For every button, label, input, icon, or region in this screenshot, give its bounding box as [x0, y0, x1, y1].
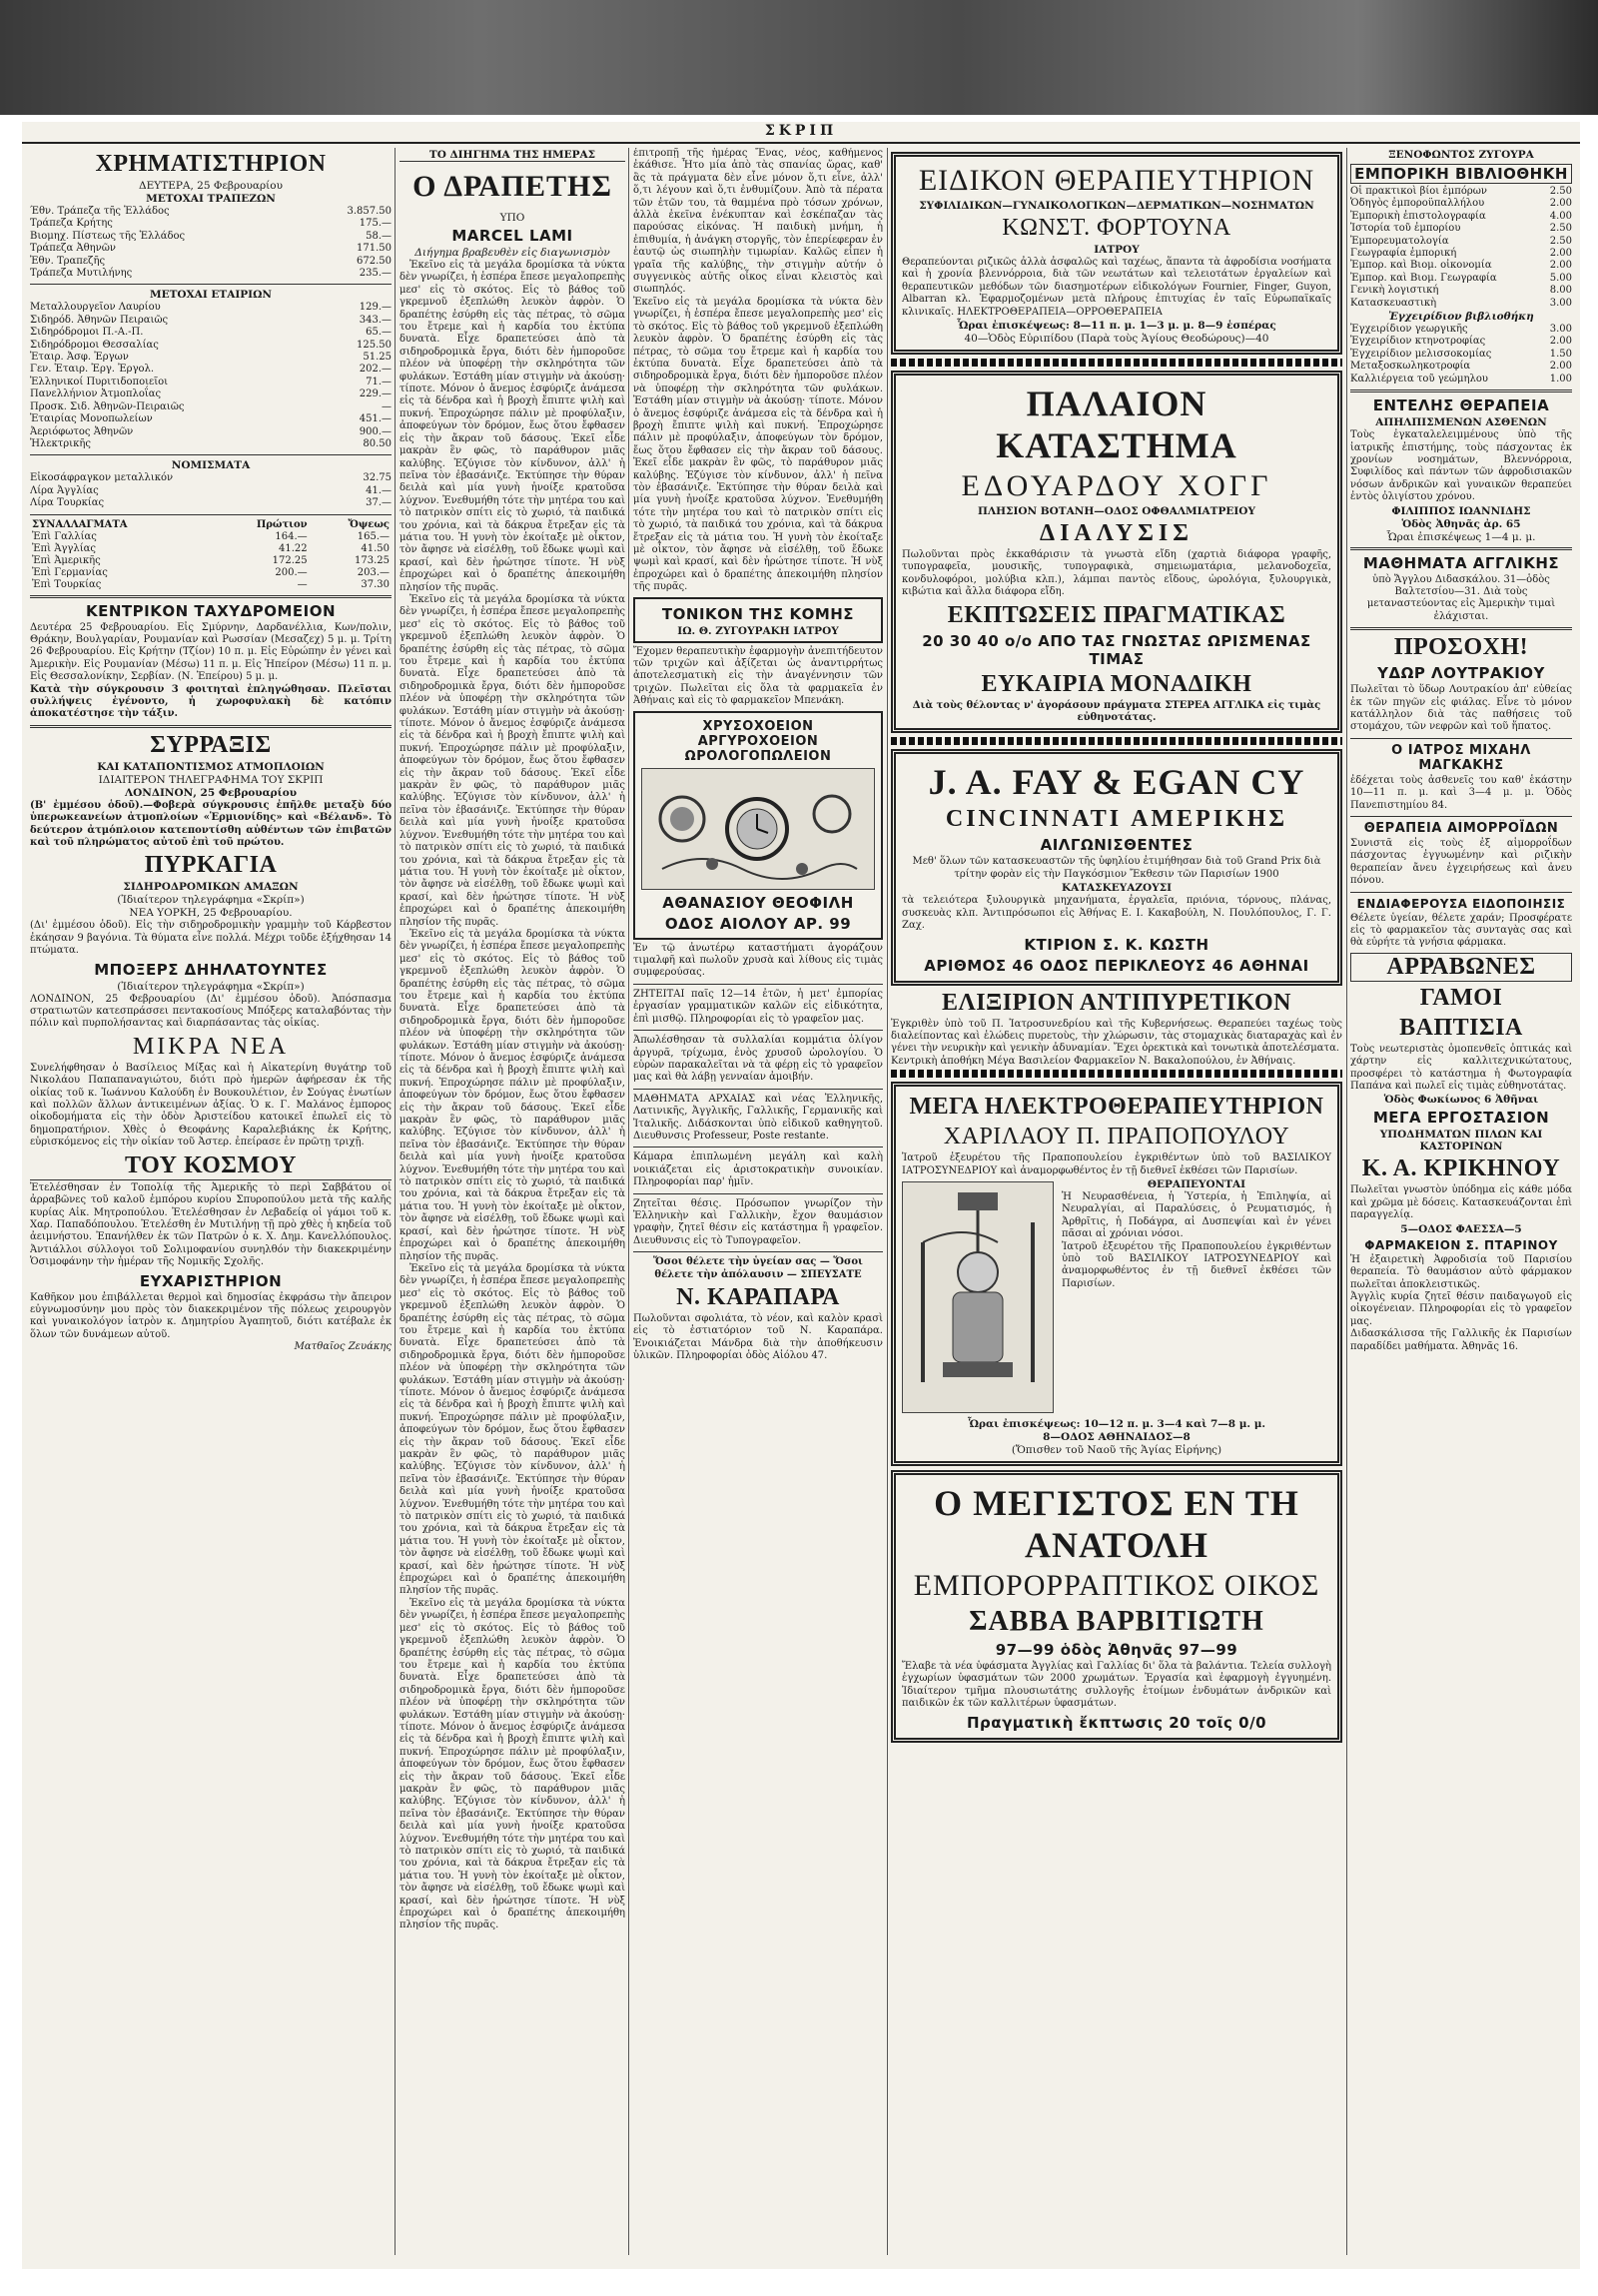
store-ad: [891, 371, 1342, 733]
library-item: [1350, 186, 1572, 198]
fx-header: Ὄψεως: [348, 518, 390, 530]
company-share-row-value: 129.—: [359, 302, 392, 314]
ornament-border: [891, 737, 1342, 745]
column-financial-news: [30, 148, 392, 2255]
fx-cell: Ἐπὶ Τουρκίας: [32, 578, 102, 590]
factory-owner: Κ. Α. ΚΡΙΚΗΝΟΥ: [1361, 1155, 1561, 1182]
fay-building: ΚΤΙΡΙΟΝ Σ. Κ. ΚΩΣΤΗ: [1024, 935, 1209, 954]
story-title: Ο ΔΡΑΠΕΤΗΣ: [412, 170, 612, 203]
post-office-title: ΚΕΝΤΡΙΚΟΝ ΤΑΧΥΔΡΟΜΕΙΟΝ: [85, 601, 337, 620]
jeweler-name: ΑΘΑΝΑΣΙΟΥ ΘΕΟΦΙΛΗ: [662, 893, 854, 912]
library-item-label: Ἱστορία τοῦ ἐμπορίου: [1350, 223, 1461, 235]
company-share-row-label: Σιδηρόδρομοι Θεσσαλίας: [30, 339, 159, 351]
company-share-row: [30, 401, 392, 413]
bank-share-row: [30, 243, 392, 255]
library-item-value: 8.00: [1549, 285, 1572, 297]
governess-text: Ἀγγλὶς κυρία ζητεῖ θέσιν παιδαγωγοῦ εἰς οἰκογένειαν. Πληροφορίαι εἰς τὸ γραφεῖον μας.: [1350, 1290, 1572, 1327]
company-share-row-label: Γεν. Ἑταιρ. Ἐργ. Ἐργολ.: [30, 364, 155, 376]
world-headline: ΤΟΥ ΚΟΣΜΟΥ: [30, 1152, 392, 1180]
coin-row-value: 32.75: [363, 472, 392, 484]
fx-cell: 165.—: [357, 530, 390, 542]
bank-share-row-label: Ἐθν. Τραπεζῆς: [30, 255, 106, 267]
company-share-row: [30, 413, 392, 425]
doctor-name: Ο ΙΑΤΡΟΣ ΜΙΧΑΗΛ ΜΑΓΚΑΚΗΣ: [1391, 742, 1531, 773]
library-item-label: Ἐμπορ. καὶ Βιομ. Γεωγραφία: [1350, 272, 1497, 284]
masthead: ΣΚΡΙΠ: [22, 122, 1580, 144]
company-share-row: [30, 352, 392, 364]
library-item-value: 2.00: [1549, 248, 1572, 260]
column-rule: [395, 148, 396, 2255]
fx-cell: 172.25: [272, 554, 308, 566]
column-story: [400, 148, 625, 2255]
company-shares-list: [30, 302, 392, 450]
english-lessons-text: ὑπὸ Ἄγγλου Διδασκάλου. 31—ὁδὸς Βαλτετσίου—31. Διὰ τοὺς μεταναστεύοντας εἰς Ἀμερικὴν τιμαὶ ἐλάχισται.: [1366, 573, 1556, 622]
therapy-address: Ὁδὸς Ἀθηνᾶς ἀρ. 65: [1401, 517, 1521, 530]
library-item-value: 2.50: [1549, 186, 1572, 197]
clinic-hours: Ὧραι ἐπισκέψεως: 8—11 π. μ. 1—3 μ. μ. 8—9 ἑσπέρας: [957, 320, 1276, 333]
fay-products: τὰ τελειότερα ξυλουργικὰ μηχανήματα, ἐργαλεῖα, πριόνια, τόρνους, πλάνας, συσκευὰς κλπ. Ἀντιπρόσωποι εἰς Ἀθήνας Ε. Ι. Κακαβούλη, Ν. Πουλόπουλος, Γ. Γ. Ζαχ.: [902, 895, 1331, 932]
story-section: ΤΟ ΔΙΗΓΗΜΑ ΤΗΣ ΗΜΕΡΑΣ: [400, 149, 625, 162]
practical-item-label: Ἐγχειρίδιον κτηνοτροφίας: [1350, 336, 1486, 348]
company-share-row: [30, 315, 392, 327]
library-item: [1350, 260, 1572, 272]
company-share-row-value: 71.—: [366, 376, 392, 387]
company-share-row-label: Σιδηρόδρομοι Π.-Α.-Π.: [30, 327, 144, 339]
electro-title: ΜΕΓΑ ΗΛΕΚΤΡΟΘΕΡΑΠΕΥΤΗΡΙΟΝ: [909, 1094, 1324, 1121]
company-share-row-label: Προσκ. Σιδ. Ἀθηνῶν-Πειραιῶς: [30, 400, 185, 412]
electro-address: 8—ΟΔΟΣ ΑΘΗΝΑΙΔΟΣ—8: [1043, 1430, 1191, 1443]
library-item-label: Γεωγραφία ἐμπορική: [1350, 248, 1457, 260]
practical-item-value: 1.00: [1549, 373, 1572, 384]
factory-title: ΜΕΓΑ ΕΡΓΟΣΤΑΣΙΟΝ: [1372, 1109, 1550, 1128]
library-list: [1350, 186, 1572, 310]
savva-footer: Πραγματικὴ ἔκπτωσις 20 τοῖς 0/0: [966, 1713, 1267, 1732]
ceremony-text: Τοὺς νεωτεριστὰς ὁμοπενθεῖς ὀπτικάς καὶ χάρτην εἰς καλλιτεχνικώτατους, προσφέρει τὸ κατάστημα ἡ Φωτογραφία Παπάνα καὶ πωλεῖ εἰς τιμὰς εὐθηνοτάτας.: [1350, 1043, 1572, 1093]
factory-subtitle: ΥΠΟΔΗΜΑΤΩΝ ΠΙΛΩΝ ΚΑΙ ΚΑΣΤΟΡΙΝΩΝ: [1379, 1129, 1543, 1153]
company-share-row-value: 343.—: [359, 314, 392, 326]
english-lessons-title: ΜΑΘΗΜΑΤΑ ΑΓΓΛΙΚΗΣ: [1362, 553, 1560, 572]
company-share-row-value: 80.50: [363, 437, 392, 449]
french-lessons-text: Διδασκάλισσα τῆς Γαλλικῆς ἐκ Παρισίων παραδίδει μαθήματα. Ἀθηνᾶς 16.: [1350, 1328, 1572, 1352]
clinic-text: Θεραπεύονται ριζικῶς ἀλλὰ ἀσφαλῶς καὶ ταχέως, ἅπαντα τὰ ἀφροδίσια νοσήματα καὶ ἡ χρονία βλεννόρροια, διὰ τῶν νεωτάτων καὶ τελειοτάτων ἐργαλείων καὶ θεραπευτικῶν μεθόδων τῶν διασημοτέρων εἰδικολόγων Fournier, Finger, Guyon, Albarran κλ. Ἐφαρμοζομένων μετὰ πλήρους ἐπιτυχίας ἐν ταῖς Εὐρωπαϊκαῖς κλινικαῖς. ΗΛΕΚΤΡΟΘΕΡΑΠΕΙΑ—ΟΡΡΟΘΕΡΑΠΕΙΑ: [902, 257, 1331, 318]
column-rule: [1346, 148, 1347, 2255]
library-item: [1350, 211, 1572, 223]
bank-share-row-value: 171.50: [357, 243, 392, 255]
savva-sub: ΕΜΠΟΡΟΡΡΑΠΤΙΚΟΣ ΟΙΚΟΣ: [913, 1568, 1320, 1602]
company-share-row-value: 65.—: [366, 327, 392, 339]
fire-subheadline: ΣΙΔΗΡΟΔΡΟΜΙΚΩΝ ΑΜΑΞΩΝ: [123, 881, 299, 894]
electro-hours: Ὧραι ἐπισκέψεως: 10—12 π. μ. 3—4 καὶ 7—8 μ. μ.: [967, 1417, 1266, 1430]
company-share-row: [30, 327, 392, 339]
jeweler-title: ΧΡΥΣΟΧΟΕΙΟΝ ΑΡΓΥΡΟΧΟΕΙΟΝ ΩΡΟΛΟΓΟΠΩΛΕΙΟΝ: [684, 718, 832, 764]
savva-title: Ο ΜΕΓΙΣΤΟΣ ΕΝ ΤΗ ΑΝΑΤΟΛΗ: [934, 1482, 1299, 1565]
clinic-specialties: ΣΥΦΙΛΙΔΙΚΩΝ—ΓΥΝΑΙΚΟΛΟΓΙΚΩΝ—ΔΕΡΜΑΤΙΚΩΝ—ΝΟΣΗΜΑΤΩΝ: [919, 200, 1314, 212]
bank-shares-title: ΜΕΤΟΧΑΙ ΤΡΑΠΕΖΩΝ: [146, 193, 276, 205]
column-classifieds: [1350, 148, 1572, 2255]
exchange-rates-table: [30, 519, 392, 591]
story-body-repeat: Ἐκεῖνο εἰς τὰ μεγάλα δρομίσκα τὰ νύκτα δὲν γνωρίζει, ἡ ἑσπέρα ἔπεσε μεγαλοπρεπὴς μεσ' εἰς τὸ σκότος. Εἰς τὸ βάθος τοῦ γκρεμνοῦ ἐξεπλώθη λευκὸν ἀφρὸν. Ὁ δραπέτης ἐσύρθη εἰς τὰς πέτρας, τὸ σῶμα του ἔτρεμε καὶ ἡ καρδία του ἐκτύπα δυνατὰ. Εἶχε δραπετεύσει ἀπὸ τὰ σιδηροδρομικὰ ἔργα, διότι δὲν ἠμποροῦσε πλέον νὰ ὑποφέρῃ τὴν σκληρότητα τῶν φυλάκων. Ἐστάθη μίαν στιγμὴν νὰ ἀκούσῃ· τίποτε. Μόνον ὁ ἄνεμος ἐσφύριζε ἀνάμεσα εἰς τὰ δένδρα καὶ ἡ βροχὴ ἔπιπτε ψιλὴ καὶ πυκνή. Ἐπροχώρησε πάλιν μὲ προφύλαξιν, ἀποφεύγων τὸν δρόμον, ἔως ὅτου ἔφθασεν εἰς τὴν ἄκραν τοῦ δάσους. Ἐκεῖ εἶδε μακρὰν ἓν φῶς, τὸ παράθυρον μιᾶς καλύβης. Ἐζύγισε τὸν κίνδυνον, ἀλλ' ἡ πεῖνα τὸν ἐβασάνιζε. Ἐκτύπησε τὴν θύραν δειλὰ καὶ μία γυνὴ ἠνοίξε κρατοῦσα λύχνον. Ἐνεθυμήθη τότε τὴν μητέρα του καὶ τὸ πατρικὸν σπίτι εἰς τὸ χωριό, τὰ παιδικά του χρόνια, καὶ τὰ δάκρυα ἔτρεξαν εἰς τὰ μάτια του. Ἡ γυνὴ τὸν ἐκοίταξε μὲ οἶκτον, τὸν ἄφησε νὰ εἰσέλθῃ, τοῦ ἔδωκε ψωμὶ καὶ κρασί, καὶ δὲν ἠρώτησε τίποτε. Ἡ νὺξ ἐπροχώρει καὶ ὁ δραπέτης ἀπεκοιμήθη πλησίον τῆς πυρᾶς.: [400, 1597, 625, 1931]
fx-row: [30, 567, 392, 579]
store-discount: ΕΚΠΤΩΣΕΙΣ ΠΡΑΓΜΑΤΙΚΑΣ: [947, 601, 1286, 628]
elixir-depot: Κεντρικὴ ἀποθήκη Μέγα Βασιλείον Φαρμακεῖον Ν. Βακαλοπούλου, ἐν Ἀθήναις.: [891, 1055, 1296, 1067]
library-item: [1350, 273, 1572, 285]
fx-cell: 41.22: [278, 542, 308, 554]
bank-share-row-label: Τράπεζα Μυτιλήνης: [30, 268, 133, 280]
coin-row: [30, 472, 392, 484]
library-item: [1350, 236, 1572, 248]
company-share-row-value: 202.—: [359, 364, 392, 376]
bank-share-row-label: Τράπεζα Ἀθηνῶν: [30, 243, 116, 255]
company-share-row-value: 229.—: [359, 388, 392, 400]
coin-row-value: 41.—: [366, 484, 392, 496]
coin-row: [30, 497, 392, 509]
practical-item-value: 3.00: [1549, 324, 1572, 336]
bank-share-row: [30, 231, 392, 243]
fire-text: (Δι' ἐμμέσου ὁδοῦ). Εἰς τὴν σιδηροδρομικὴν γραμμὴν τοῦ Κάρβεστον ἐκάησαν 9 βαγόνια. Τὰ θύματα εἶνε πολλά. Μέχρι τοῦδε ἐξήχθησαν 14 πτώματα.: [30, 920, 392, 957]
library-item-value: 5.00: [1549, 272, 1572, 284]
library-item: [1350, 298, 1572, 310]
practical-item: [1350, 349, 1572, 361]
attention-subtitle: ΥΔΩΡ ΛΟΥΤΡΑΚΙΟΥ: [1377, 664, 1545, 683]
hemorrhoid-title: ΘΕΡΑΠΕΙΑ ΑΙΜΟΡΡΟΪΔΩΝ: [1363, 821, 1559, 836]
store-opportunity: ΕΥΚΑΙΡΙΑ ΜΟΝΑΔΙΚΗ: [981, 670, 1252, 697]
hemorrhoid-text: Συνιστᾶ εἰς τοὺς ἐξ αἱμορροΐδων πάσχοντας ἐγγυωμένην καὶ ριζικὴν θεραπείαν ἄνευ ἐγχειρήσεως καὶ ἀνευ πόνου.: [1350, 838, 1572, 887]
bank-share-row-value: 672.50: [357, 255, 392, 267]
practical-item-label: Μεταξοσκωληκοτροφία: [1350, 361, 1471, 373]
library-item-value: 3.00: [1549, 297, 1572, 309]
library-item-value: 2.50: [1549, 235, 1572, 247]
company-share-row: [30, 438, 392, 450]
therapy-name: ΦΙΛΙΠΠΟΣ ΙΩΑΝΝΙΔΗΣ: [1391, 504, 1531, 517]
company-share-row-label: Πανελλήνιον Ἀτμοπλοΐας: [30, 388, 162, 400]
collision-wire: ΙΔΙΑΙΤΕΡΟΝ ΤΗΛΕΓΡΑΦΗΜΑ ΤΟΥ ΣΚΡΙΠ: [98, 773, 324, 786]
post-office-schedule: Δευτέρα 25 Φεβρουαρίου. Εἰς Σμύρνην, Δαρδανέλλια, Κων/πολιν, Θράκην, Βουλγαρίαν, Ρουμανίαν καὶ Ρωσσίαν (Μεσαζεχ) 5 μ. μ. Τρίτη 26 Φεβρουαρίου. Εἰς Κρήτην (Τζίον) 10 π. μ. Εἰς Εὐρώπην ἐν γένει καὶ Ἀμερικὴν. Εἰς Ρουμανίαν (Μέσω) 11 π. μ. Εἰς Ἠπείρον (Μέσω) 11 π. μ. Εἰς Θεσσαλονίκην, Σερβίαν. (Ν. Ἐπείρου) 5 μ. μ.: [30, 621, 392, 683]
fx-cell: 203.—: [357, 566, 390, 578]
collision-headline: ΣΥΡΡΑΞΙΣ: [150, 731, 272, 758]
clinic-address: 40—Ὁδὸς Εὐριπίδου (Παρὰ τοὺς Ἁγίους Θεοδώρους)—40: [964, 333, 1269, 346]
bank-share-row-label: Έθν. Τράπεζα τῆς Ἑλλάδος: [30, 206, 170, 217]
bank-share-row-value: 235.—: [359, 268, 392, 280]
company-share-row-value: 125.50: [357, 339, 392, 351]
fx-cell: 173.25: [355, 554, 390, 566]
tonic-doctor: ΙΩ. Θ. ΖΥΓΟΥΡΑΚΗ ΙΑΤΡΟΥ: [677, 624, 839, 637]
library-item: [1350, 198, 1572, 210]
coin-row-label: Λίρα Τουρκίας: [30, 497, 105, 509]
electro-list-repeat: Ἰατροῦ ἐξευρέτου τῆς Πραποπουλείου ἐγκριθέντων ὑπὸ τοῦ ΒΑΣΙΛΙΚΟΥ ΙΑΤΡΟΣΥΝΕΔΡΙΟΥ καὶ ἀναμορφωθέντος ἐν τῇ διεθνεῖ ἐκθέσει τῶν Παρισίων.: [1062, 1240, 1331, 1289]
karapara-text: Πωλοῦνται σφολιάτα, τὸ νέον, καὶ καλὸν κρασὶ εἰς τὸ ἐστιατόριον τοῦ Ν. Καραπάρα. Ἐνοικιάζεται Μάνδρα διὰ τὴν ἀποθήκευσιν ὑλικῶν. Πληροφορίαι ὁδὸς Αἰόλου 47.: [633, 1313, 883, 1362]
library-item-label: Ἐμπορευματολογία: [1350, 235, 1449, 247]
baptism-title: ΒΑΠΤΙΣΙΑ: [1399, 1014, 1523, 1041]
story-body-repeat: Ἐκεῖνο εἰς τὰ μεγάλα δρομίσκα τὰ νύκτα δὲν γνωρίζει, ἡ ἑσπέρα ἔπεσε μεγαλοπρεπὴς μεσ' εἰς τὸ σκότος. Εἰς τὸ βάθος τοῦ γκρεμνοῦ ἐξεπλώθη λευκὸν ἀφρὸν. Ὁ δραπέτης ἐσύρθη εἰς τὰς πέτρας, τὸ σῶμα του ἔτρεμε καὶ ἡ καρδία του ἐκτύπα δυνατὰ. Εἶχε δραπετεύσει ἀπὸ τὰ σιδηροδρομικὰ ἔργα, διότι δὲν ἠμποροῦσε πλέον νὰ ὑποφέρῃ τὴν σκληρότητα τῶν φυλάκων. Ἐστάθη μίαν στιγμὴν νὰ ἀκούσῃ· τίποτε. Μόνον ὁ ἄνεμος ἐσφύριζε ἀνάμεσα εἰς τὰ δένδρα καὶ ἡ βροχὴ ἔπιπτε ψιλὴ καὶ πυκνή. Ἐπροχώρησε πάλιν μὲ προφύλαξιν, ἀποφεύγων τὸν δρόμον, ἔως ὅτου ἔφθασεν εἰς τὴν ἄκραν τοῦ δάσους. Ἐκεῖ εἶδε μακρὰν ἓν φῶς, τὸ παράθυρον μιᾶς καλύβης. Ἐζύγισε τὸν κίνδυνον, ἀλλ' ἡ πεῖνα τὸν ἐβασάνιζε. Ἐκτύπησε τὴν θύραν δειλὰ καὶ μία γυνὴ ἠνοίξε κρατοῦσα λύχνον. Ἐνεθυμήθη τότε τὴν μητέρα του καὶ τὸ πατρικὸν σπίτι εἰς τὸ χωριό, τὰ παιδικά του χρόνια, καὶ τὰ δάκρυα ἔτρεξαν εἰς τὰ μάτια του. Ἡ γυνὴ τὸν ἐκοίταξε μὲ οἶκτον, τὸν ἄφησε νὰ εἰσέλθῃ, τοῦ ἔδωκε ψωμὶ καὶ κρασί, καὶ δὲν ἠρώτησε τίποτε. Ἡ νὺξ ἐπροχώρει καὶ ὁ δραπέτης ἀπεκοιμήθη πλησίον τῆς πυρᾶς.: [400, 928, 625, 1262]
weddings-title: ΓΑΜΟΙ: [1419, 984, 1503, 1011]
library-item-label: Γενικὴ λογιστική: [1350, 285, 1439, 297]
practical-item-label: Καλλιέργεια τοῦ γεώμηλου: [1350, 373, 1488, 384]
company-share-row-label: Ἠλεκτρικῆς: [30, 437, 91, 449]
fx-row: [30, 579, 392, 591]
company-share-row-label: Ἀεριόφωτος Ἀθηνῶν: [30, 425, 134, 437]
factory-text: Πωλεῖται γνωστὸν ὑπόδημα εἰς κάθε μόδα καὶ χρῶμα μὲ δόσεις. Κατασκευάζονται ἐπὶ παραγγελίᾳ.: [1350, 1184, 1572, 1221]
practical-library-title: Ἐγχειρίδιον βιβλιοθήκη: [1388, 311, 1534, 324]
factory-address: 5—ΟΔΟΣ ΦΑΕΣΣΑ—5: [1400, 1222, 1522, 1235]
jeweler-address: ΟΔΟΣ ΑΙΟΛΟΥ ΑΡ. 99: [664, 914, 852, 933]
company-share-row: [30, 340, 392, 352]
company-shares-title: ΜΕΤΟΧΑΙ ΕΤΑΙΡΙΩΝ: [149, 289, 273, 302]
restaurant-slogan: Ὅσοι θέλετε τὴν ὑγείαν σας — Ὅσοι θέλετε τὴν ἀπόλαυσιν — ΣΠΕΥΣΑΤΕ: [653, 1256, 863, 1280]
library-item-label: Ὁδηγὸς ἐμποροϋπαλλήλου: [1350, 198, 1485, 210]
story-body: Ἐκεῖνο εἰς τὰ μεγάλα δρομίσκα τὰ νύκτα δὲν γνωρίζει, ἡ ἑσπέρα ἔπεσε μεγαλοπρεπὴς μεσ' εἰς τὸ σκότος. Εἰς τὸ βάθος τοῦ γκρεμνοῦ ἐξεπλώθη λευκὸν ἀφρὸν. Ὁ δραπέτης ἐσύρθη εἰς τὰς πέτρας, τὸ σῶμα του ἔτρεμε καὶ ἡ καρδία του ἐκτύπα δυνατὰ. Εἶχε δραπετεύσει ἀπὸ τὰ σιδηροδρομικὰ ἔργα, διότι δὲν ἠμποροῦσε πλέον νὰ ὑποφέρῃ τὴν σκληρότητα τῶν φυλάκων. Ἐστάθη μίαν στιγμὴν νὰ ἀκούσῃ· τίποτε. Μόνον ὁ ἄνεμος ἐσφύριζε ἀνάμεσα εἰς τὰ δένδρα καὶ ἡ βροχὴ ἔπιπτε ψιλὴ καὶ πυκνή. Ἐπροχώρησε πάλιν μὲ προφύλαξιν, ἀποφεύγων τὸν δρόμον, ἔως ὅτου ἔφθασεν εἰς τὴν ἄκραν τοῦ δάσους. Ἐκεῖ εἶδε μακρὰν ἓν φῶς, τὸ παράθυρον μιᾶς καλύβης. Ἐζύγισε τὸν κίνδυνον, ἀλλ' ἡ πεῖνα τὸν ἐβασάνιζε. Ἐκτύπησε τὴν θύραν δειλὰ καὶ μία γυνὴ ἠνοίξε κρατοῦσα λύχνον. Ἐνεθυμήθη τότε τὴν μητέρα του καὶ τὸ πατρικὸν σπίτι εἰς τὸ χωριό, τὰ παιδικά του χρόνια, καὶ τὰ δάκρυα ἔτρεξαν εἰς τὰ μάτια του. Ἡ γυνὴ τὸν ἐκοίταξε μὲ οἶκτον, τὸν ἄφησε νὰ εἰσέλθῃ, τοῦ ἔδωκε ψωμὶ καὶ κρασί, καὶ δὲν ἠρώτησε τίποτε. Ἡ νὺξ ἐπροχώρει καὶ ὁ δραπέτης ἀπεκοιμήθη πλησίον τῆς πυρᾶς.: [400, 260, 625, 593]
library-item-label: Οἱ πρακτικοὶ βίοι ἐμπόρων: [1350, 186, 1487, 197]
practical-item-label: Ἐγχειρίδιον μελισσοκομίας: [1350, 348, 1492, 360]
library-item-value: 2.00: [1549, 198, 1572, 210]
tonic-title: ΤΟΝΙΚΟΝ ΤΗΣ ΚΟΜΗΣ: [661, 604, 855, 623]
therapy-hours: Ὧραι ἐπισκέψεως 1—4 μ. μ.: [1386, 530, 1536, 543]
company-share-row-value: 451.—: [359, 413, 392, 425]
company-share-row: [30, 364, 392, 376]
electrotherapy-illustration: [902, 1181, 1054, 1413]
company-share-row-label: Μεταλλουργεῖον Λαυρίου: [30, 302, 161, 314]
doctor-text: ἐδέχεται τοὺς ἀσθενεῖς του καθ' ἑκάστην 10—11 π. μ. καὶ 3—4 μ. μ. Ὁδὸς Πανεπιστημίου 84.: [1350, 774, 1572, 811]
pharmacy-text: Ἡ ἐξαιρετικὴ Ἀφροδισία τοῦ Παρισίου θεραπεία. Τὸ θαυμάσιον αὐτὸ φάρμακον πωλεῖται ἀποκλειστικῶς.: [1350, 1253, 1572, 1290]
company-share-row-label: Ἑταιρ. Ἀσφ. Ἐργων: [30, 352, 129, 364]
company-share-row-label: Ἑλληνικοί Πυριτιδοποιεῖοι: [30, 376, 169, 387]
ceremony-address: Ὁδὸς Φωκίωνος 6 Ἀθῆναι: [1383, 1094, 1539, 1107]
electro-owner: ΧΑΡΙΛΑΟΥ Π. ΠΡΑΠΟΠΟΥΛΟΥ: [943, 1124, 1290, 1150]
coin-row-value: 37.—: [366, 497, 392, 509]
company-share-row-value: 51.25: [363, 352, 392, 364]
thanks-text: Καθῆκον μου ἐπιβάλλεται θερμοὶ καὶ δημοσίας ἐκφράσω τὴν ἄπειρον εὐγνωμοσύνην μου πρὸς τὸν διακεκριμένον τῆς πόλεως χειρουργὸν καὶ γυναικολόγον ἰατρὸν κ. Δημητρίου Ἀγαπητοῦ, διότι κατέβαλε ἐκ ὅλων τῶν δυνάμεων αὐτοῦ.: [30, 1291, 392, 1340]
jewelry-illustration: [641, 768, 875, 890]
fx-cell: 41.50: [361, 542, 390, 554]
library-item-label: Ἐμπορ. καὶ Βιομ. οἰκονομία: [1350, 260, 1492, 272]
savva-text: Ἔλαβε τὰ νέα ὑφάσματα Ἀγγλίας καὶ Γαλλίας δι' ὅλα τὰ βαλάντια. Τελεία συλλογὴ ἐγχωρίων ὑφασμάτων τῶν 2000 χρωμάτων. Ἐργασία καὶ ἐφαρμογὴ ἐγγυημένη. Ἰδιαίτερον τμῆμα πλουσιωτάτης συλλογῆς ἑτοίμων ἐνδυμάτων ἀνδρικῶν καὶ παιδικῶν ἐκ τῶν καλλιτέρων ὑφασμάτων.: [902, 1660, 1331, 1710]
tonic-text: Ἔχομεν θεραπευτικὴν ἐφαρμογὴν ἀνεπιτήδευτον τῶν τριχῶν καὶ ἀξίζεται ὡς ἀναντιρρήτως ἀποτελεσματικὴ εἰς τὴν ἀναγέννησιν τῶν τριχῶν. Πωλεῖται εἰς ὅλα τὰ φαρμακεῖα ἐν Ἀθήναις καὶ εἰς τὸ φαρμακεῖον Μπενάκη.: [633, 645, 883, 707]
practical-item: [1350, 361, 1572, 373]
fire-headline: ΠΥΡΚΑΓΙΑ: [144, 852, 278, 879]
room-ad: Κάμαρα ἐπιπλωμένη μεγάλη καὶ καλὴ νοικιάζεται εἰς ἀριστοκρατικὴν συνοικίαν. Πληροφορίαι παρ' ἡμῖν.: [633, 1151, 883, 1188]
practical-item-value: 2.00: [1549, 361, 1572, 373]
electro-list-title: ΘΕΡΑΠΕΥΟΝΤΑΙ: [1147, 1177, 1246, 1190]
store-title: ΠΑΛΑΙΟΝ ΚΑΤΑΣΤΗΜΑ: [996, 383, 1237, 466]
store-discount-detail: 20 30 40 ο/ο ΑΠΟ ΤΑΣ ΓΝΩΣΤΑΣ ΩΡΙΣΜΕΝΑΣ ΤΙΜΑΣ: [922, 631, 1311, 668]
company-share-row-value: —: [382, 400, 392, 412]
story-author: MARCEL LAMI: [451, 227, 573, 245]
lessons-ad: ΜΑΘΗΜΑΤΑ ΑΡΧΑΙΑΣ καὶ νέας Ἑλληνικῆς, Λατινικῆς, Ἀγγλικῆς, Γαλλικῆς, Γερμανικῆς καὶ Ἰταλικῆς. Διδάσκονται ὑπὸ εἰδικοῦ καθηγητοῦ. Διευθυνσις Professeur, Poste restante.: [633, 1093, 883, 1142]
fx-header: ΣΥΝΑΛΛΑΓΜΑΤΑ: [32, 518, 128, 530]
story-continuation: ἐπιτροπῇ τῆς ἡμέρας Ἔνας, νέος, καθήμενος ἐκάθισε. Ἦτο μία ἀπὸ τὰς σπανίας ὥρας, καθ' ἃς τὰ πράγματα δὲν εἶνε μόνον ὅ,τι εἶνε, ἀλλ' ὅ,τι λέγουν καὶ ὅ,τι ἐνθυμίζουν. Ἀπὸ τὰ πέρατα τῶν ἐτῶν του, τὰ θαμμένα πρὸ τόσων χρόνων, ἀλλὰ ἐκεῖνα ἐνέκυπταν καὶ ἐσκέπαζαν τὰς παρούσας εἰκόνας. Ἡ παιδικὴ μνήμη, ἡ ἐπιθυμία, ἡ ἀνάγκη στοργῆς, τὸν ἐπερίεφεραν ἐν ἑαυτῷ ὡς σιωπηλὴν τιμωρίαν. Καλῶς εἶπεν ἡ γραῖα τῆς καλύβης, τὴν στιγμὴν αὐτήν ὁ συγγενικὸς αὐτῆς οἶκος εἶναι κλειστὸς καὶ σιωπηλός.: [633, 148, 883, 296]
fx-cell: 164.—: [275, 530, 308, 542]
practical-item: [1350, 374, 1572, 385]
practical-item: [1350, 336, 1572, 348]
coins-list: [30, 472, 392, 509]
column-story-and-ads: [633, 148, 883, 2255]
therapy-title: ΕΝΤΕΛΗΣ ΘΕΡΑΠΕΙΑ: [1372, 396, 1550, 415]
bank-share-row-value: 58.—: [366, 230, 392, 242]
lost-item-ad: Ἀπωλέσθησαν τὰ συλλαλίαι κομμάτια ὀλίγον ἀργυρᾶ, τρίχωμα, ἐνὸς χρυσοῦ ὡρολογίου. Ὁ εὑρὼν παρακαλεῖται νὰ τὰ φέρῃ εἰς τὸ γραφεῖον μας καὶ θὰ λάβῃ γενναίαν ἀμοιβήν.: [633, 1035, 883, 1084]
thanks-signature: Ματθαῖος Ζευάκης: [294, 1341, 392, 1353]
collision-text: (Β' ἐμμέσου ὁδοῦ).—Φοβερὰ σύγκρουσις ἐπῆλθε μεταξὺ δύο ὑπερωκεανείων ἀτμοπλοίων «Ἑρμιονίδης» καὶ «Βέλανδ». Τὸ δεύτερον ἀτμόπλοιον κατεποντίσθη αὐθέντων τῶν ἐπιβατῶν καὶ τοῦ πληρώματος αὐτοῦ ἐπὶ τοῦ πρώτου.: [30, 799, 392, 848]
story-note: Διήγημα βραβευθὲν εἰς διαγωνισμὸν: [414, 247, 610, 259]
ornament-border: [891, 359, 1342, 367]
boxers-headline: ΜΠΟΞΕΡΣ ΔΗΗΛΑΤΟΥΝΤΕΣ: [94, 960, 328, 979]
story-body-repeat: Ἐκεῖνο εἰς τὰ μεγάλα δρομίσκα τὰ νύκτα δὲν γνωρίζει, ἡ ἑσπέρα ἔπεσε μεγαλοπρεπὴς μεσ' εἰς τὸ σκότος. Εἰς τὸ βάθος τοῦ γκρεμνοῦ ἐξεπλώθη λευκὸν ἀφρὸν. Ὁ δραπέτης ἐσύρθη εἰς τὰς πέτρας, τὸ σῶμα του ἔτρεμε καὶ ἡ καρδία του ἐκτύπα δυνατὰ. Εἶχε δραπετεύσει ἀπὸ τὰ σιδηροδρομικὰ ἔργα, διότι δὲν ἠμποροῦσε πλέον νὰ ὑποφέρῃ τὴν σκληρότητα τῶν φυλάκων. Ἐστάθη μίαν στιγμὴν νὰ ἀκούσῃ· τίποτε. Μόνον ὁ ἄνεμος ἐσφύριζε ἀνάμεσα εἰς τὰ δένδρα καὶ ἡ βροχὴ ἔπιπτε ψιλὴ καὶ πυκνή. Ἐπροχώρησε πάλιν μὲ προφύλαξιν, ἀποφεύγων τὸν δρόμον, ἔως ὅτου ἔφθασεν εἰς τὴν ἄκραν τοῦ δάσους. Ἐκεῖ εἶδε μακρὰν ἓν φῶς, τὸ παράθυρον μιᾶς καλύβης. Ἐζύγισε τὸν κίνδυνον, ἀλλ' ἡ πεῖνα τὸν ἐβασάνιζε. Ἐκτύπησε τὴν θύραν δειλὰ καὶ μία γυνὴ ἠνοίξε κρατοῦσα λύχνον. Ἐνεθυμήθη τότε τὴν μητέρα του καὶ τὸ πατρικὸν σπίτι εἰς τὸ χωριό, τὰ παιδικά του χρόνια, καὶ τὰ δάκρυα ἔτρεξαν εἰς τὰ μάτια του. Ἡ γυνὴ τὸν ἐκοίταξε μὲ οἶκτον, τὸν ἄφησε νὰ εἰσέλθῃ, τοῦ ἔδωκε ψωμὶ καὶ κρασί, καὶ δὲν ἠρώτησε τίποτε. Ἡ νὺξ ἐπροχώρει καὶ ὁ δραπέτης ἀπεκοιμήθη πλησίον τῆς πυρᾶς.: [400, 593, 625, 928]
small-news-text: Συνελήφθησαν ὁ Βασίλειος Μίξας καὶ ἡ Αἰκατερίνη θυγάτηρ τοῦ Νικολάου Παπαπαναγιώτου, διότι πρὸ ἡμερῶν ἀφήρεσαν ἐκ τῆς οἰκίας τοῦ κ. Ἰωάννου Καλούδη ἐν Βουκουλέτιον, ἐν Σούγας ἐνωτίων καὶ πολλῶν ἄλλων ἀντικειμένων ἀξίας. Ὁ κ. Γ. Μαλάνος ἐμπορος οἰκοδομήματα εἰς τὴν ὁδὸν Ἀριστείδου κατοικεῖ ἐπωλεῖ εἰς τὸ δημοπρατήριον. Χθὲς ὁ Θεοφάνης Καραλεβιάκης ἐκ Κρήτης, εὑρισκόμενος εἰς τὴν οἰκίαν τοῦ Ἀστερ. ἐπείρασε ἐν πρῶτῃ τριχῇ.: [30, 1062, 392, 1148]
library-item-value: 2.00: [1549, 260, 1572, 272]
fx-cell: —: [297, 578, 308, 590]
coins-title: ΝΟΜΙΣΜΑΤΑ: [171, 459, 251, 472]
ornament-border: [891, 1070, 1342, 1078]
library-publisher: ΞΕΝΟΦΩΝΤΟΣ ΖΥΓΟΥΡΑ: [1388, 149, 1534, 161]
bank-share-row: [30, 256, 392, 268]
fx-row: [30, 531, 392, 543]
fx-cell: Ἐπὶ Ἀγγλίας: [32, 542, 96, 554]
bank-share-row: [30, 206, 392, 218]
elixir-title: ΕΛΙΞΙΡΙΟΝ ΑΝΤΙΠΥΡΕΤΙΚΟΝ: [942, 989, 1291, 1016]
company-share-row: [30, 377, 392, 388]
company-share-row-label: Σιδηρόδ. Ἀθηνῶν Πειραιῶς: [30, 314, 169, 326]
story-body-repeat: Ἐκεῖνο εἰς τὰ μεγάλα δρομίσκα τὰ νύκτα δὲν γνωρίζει, ἡ ἑσπέρα ἔπεσε μεγαλοπρεπὴς μεσ' εἰς τὸ σκότος. Εἰς τὸ βάθος τοῦ γκρεμνοῦ ἐξεπλώθη λευκὸν ἀφρὸν. Ὁ δραπέτης ἐσύρθη εἰς τὰς πέτρας, τὸ σῶμα του ἔτρεμε καὶ ἡ καρδία του ἐκτύπα δυνατὰ. Εἶχε δραπετεύσει ἀπὸ τὰ σιδηροδρομικὰ ἔργα, διότι δὲν ἠμποροῦσε πλέον νὰ ὑποφέρῃ τὴν σκληρότητα τῶν φυλάκων. Ἐστάθη μίαν στιγμὴν νὰ ἀκούσῃ· τίποτε. Μόνον ὁ ἄνεμος ἐσφύριζε ἀνάμεσα εἰς τὰ δένδρα καὶ ἡ βροχὴ ἔπιπτε ψιλὴ καὶ πυκνή. Ἐπροχώρησε πάλιν μὲ προφύλαξιν, ἀποφεύγων τὸν δρόμον, ἔως ὅτου ἔφθασεν εἰς τὴν ἄκραν τοῦ δάσους. Ἐκεῖ εἶδε μακρὰν ἓν φῶς, τὸ παράθυρον μιᾶς καλύβης. Ἐζύγισε τὸν κίνδυνον, ἀλλ' ἡ πεῖνα τὸν ἐβασάνιζε. Ἐκτύπησε τὴν θύραν δειλὰ καὶ μία γυνὴ ἠνοίξε κρατοῦσα λύχνον. Ἐνεθυμήθη τότε τὴν μητέρα του καὶ τὸ πατρικὸν σπίτι εἰς τὸ χωριό, τὰ παιδικά του χρόνια, καὶ τὰ δάκρυα ἔτρεξαν εἰς τὰ μάτια του. Ἡ γυνὴ τὸν ἐκοίταξε μὲ οἶκτον, τὸν ἄφησε νὰ εἰσέλθῃ, τοῦ ἔδωκε ψωμὶ καὶ κρασί, καὶ δὲν ἠρώτησε τίποτε. Ἡ νὺξ ἐπροχώρει καὶ ὁ δραπέτης ἀπεκοιμήθη πλησίον τῆς πυρᾶς.: [400, 1262, 625, 1597]
fay-address: ΑΡΙΘΜΟΣ 46 ΟΔΟΣ ΠΕΡΙΚΛΕΟΥΣ 46 ΑΘΗΝΑΙ: [924, 956, 1309, 975]
small-news-headline: ΜΙΚΡΑ ΝΕΑ: [132, 1033, 290, 1060]
fx-cell: 37.30: [361, 578, 390, 590]
boxers-text: ΛΟΝΔΙΝΟΝ, 25 Φεβρουαρίου (Δι' ἐμμέσου ὁδοῦ). Ἀπόσπασμα στρατιωτῶν κατεσπράσσει πεντακοσίους Μπόξερς καταλαβόντας τὴν πόλιν καὶ πυρπολήσαντας καὶ διαρπάσαντας τὰς οἰκίας.: [30, 993, 392, 1030]
savva-name: ΣΑΒΒΑ ΒΑΡΒΙΤΙΩΤΗ: [969, 1605, 1264, 1637]
fx-cell: Ἐπὶ Γερμανίας: [32, 566, 108, 578]
machinery-ad: [891, 749, 1342, 985]
jeweler-ad: [633, 711, 883, 940]
post-note: Κατὰ τὴν σύγκρουσιν 3 φοιτηταὶ ἐπληγώθησαν. Πλεῖσται συλλήψεις ἐγένοντο, ἡ χωροφυλακὴ δὲ κατόπιν ἀποκατέστησε τὴν τάξιν.: [30, 683, 392, 720]
bank-share-row-label: Βιομηχ. Πίστεως τῆς Ἑλλάδος: [30, 230, 186, 242]
fx-cell: Ἐπὶ Γαλλίας: [32, 530, 97, 542]
fx-row: [30, 555, 392, 567]
attention-title: ΠΡΟΣΟΧΗ!: [1393, 634, 1529, 661]
practical-item-value: 2.00: [1549, 336, 1572, 348]
karapara-title: Ν. ΚΑΡΑΠΑΡΑ: [676, 1284, 840, 1310]
tonic-ad: [633, 597, 883, 643]
story-by: ΥΠΟ: [499, 212, 525, 224]
library-item-value: 4.00: [1549, 210, 1572, 222]
coin-row: [30, 485, 392, 497]
exchange-date: ΔΕΥΤΕΡΑ, 25 Φεβρουαρίου: [139, 180, 283, 192]
library-item: [1350, 285, 1572, 297]
world-text: Ἐτελέσθησαν ἐν Τοπολίᾳ τῆς Ἀμερικῆς τὸ περὶ Σαββάτου οἱ ἀρραβῶνες τοῦ καλοῦ ἐμπόρου κυρίου Σπυροπούλου μετὰ τῆς καλῆς κυρίας Αἰκ. Μητροπούλου. Ἐτελέσθησαν ἐν Λεβαδείᾳ οἱ γάμοι τοῦ κ. Χαρ. Παπαδόπουλου. Ἐτελέσθη ἐν Μυτιλήνῃ τῇ πρὸ χθὲς ἡ κηδεία τοῦ ἀειμνήστου. Ἐπανήλθεν ἐκ τῶν Πατρῶν ὁ κ. Χ. Δημ. Κανελλόπουλος. Ἀντιάλλοι σύλλογοι τοῦ Σολιμοφανίου συνηλθόν τὴν διακεκριμένην Ὁσιμοφάνην τὴν ἡμέραν τῆς Νομικῆς Σχολῆς.: [30, 1181, 392, 1268]
practical-item: [1350, 324, 1572, 336]
coin-row-label: Εἰκοσάφραγκον μεταλλικόν: [30, 472, 174, 484]
fay-award: ΑΙΛΓΩΝΙΣΘΕΝΤΕΣ: [1040, 836, 1194, 855]
boxers-wire: (Ἰδιαίτερον τηλεγράφημα «Σκρίπ»): [117, 980, 305, 993]
column-advertisements: [891, 148, 1342, 2255]
story-continuation-repeat: Ἐκεῖνο εἰς τὰ μεγάλα δρομίσκα τὰ νύκτα δὲν γνωρίζει, ἡ ἑσπέρα ἔπεσε μεγαλοπρεπὴς μεσ' εἰς τὸ σκότος. Εἰς τὸ βάθος τοῦ γκρεμνοῦ ἐξεπλώθη λευκὸν ἀφρὸν. Ὁ δραπέτης ἐσύρθη εἰς τὰς πέτρας, τὸ σῶμα του ἔτρεμε καὶ ἡ καρδία του ἐκτύπα δυνατὰ. Εἶχε δραπετεύσει ἀπὸ τὰ σιδηροδρομικὰ ἔργα, διότι δὲν ἠμποροῦσε πλέον νὰ ὑποφέρῃ τὴν σκληρότητα τῶν φυλάκων. Ἐστάθη μίαν στιγμὴν νὰ ἀκούσῃ· τίποτε. Μόνον ὁ ἄνεμος ἐσφύριζε ἀνάμεσα εἰς τὰ δένδρα καὶ ἡ βροχὴ ἔπιπτε ψιλὴ καὶ πυκνή. Ἐπροχώρησε πάλιν μὲ προφύλαξιν, ἀποφεύγων τὸν δρόμον, ἔως ὅτου ἔφθασεν εἰς τὴν ἄκραν τοῦ δάσους. Ἐκεῖ εἶδε μακρὰν ἓν φῶς, τὸ παράθυρον μιᾶς καλύβης. Ἐζύγισε τὸν κίνδυνον, ἀλλ' ἡ πεῖνα τὸν ἐβασάνιζε. Ἐκτύπησε τὴν θύραν δειλὰ καὶ μία γυνὴ ἠνοίξε κρατοῦσα λύχνον. Ἐνεθυμήθη τότε τὴν μητέρα του καὶ τὸ πατρικὸν σπίτι εἰς τὸ χωριό, τὰ παιδικά του χρόνια, καὶ τὰ δάκρυα ἔτρεξαν εἰς τὰ μάτια του. Ἡ γυνὴ τὸν ἐκοίταξε μὲ οἶκτον, τὸν ἄφησε νὰ εἰσέλθῃ, τοῦ ἔδωκε ψωμὶ καὶ κρασί, καὶ δὲν ἠρώτησε τίποτε. Ἡ νὺξ ἐπροχώρει καὶ ὁ δραπέτης ἀπεκοιμήθη πλησίον τῆς πυρᾶς.: [633, 296, 883, 593]
library-item-label: Κατασκευαστικὴ: [1350, 297, 1437, 309]
store-headline: ΔΙΑΛΥΣΙΣ: [1040, 520, 1194, 547]
store-address: ΠΛΗΣΙΟΝ ΒΟΤΑΝΗ—ΟΔΟΣ ΟΦΘΑΛΜΙΑΤΡΕΙΟΥ: [978, 505, 1255, 518]
fay-text: Μεθ' ὅλων τῶν κατασκευαστῶν τῆς ὑφηλίου ἐτιμήθησαν διὰ τοῦ Grand Prix διὰ τρίτην φορὰν εἰς τὴν Παγκόσμιον Ἔκθεσιν τῶν Παρισίων 1900: [912, 856, 1321, 880]
pharmacy-title: ΦΑΡΜΑΚΕΙΟΝ Σ. ΠΤΑΡΙΝΟΥ: [1364, 1237, 1558, 1252]
therapy-text: Τοὺς ἐγκαταλελειμμένους ὑπὸ τῆς ἰατρικῆς ἐπιστήμης, τοὺς πάσχοντας ἐκ χρονίων νοσημάτων, Βλεννόρροια, Συφιλίδος καὶ πάντων τῶν ἀφροδισιακῶν νόσων ἀνδρικῶν καὶ γυναικῶν θεραπεύει ἐντὸς ὀλιγίστου χρόνου.: [1350, 429, 1572, 503]
fx-header: Πρώτιον: [256, 518, 308, 530]
library-item: [1350, 248, 1572, 260]
fx-cell: Ἐπὶ Ἀμερικῆς: [32, 554, 101, 566]
therapy-subtitle: ΑΠΗΛΠΙΣΜΕΝΩΝ ΑΣΘΕΝΩΝ: [1375, 416, 1547, 429]
store-owner: ΕΔΟΥΑΡΔΟΥ ΧΟΓΓ: [961, 469, 1272, 503]
company-share-row-label: Ἑταιρίας Μονοπωλείων: [30, 413, 153, 425]
fire-dateline: ΝΕΑ ΥΟΡΚΗ, 25 Φεβρουαρίου.: [129, 907, 293, 920]
column-rule: [887, 148, 888, 2255]
fx-cell: 200.—: [275, 566, 308, 578]
fay-title: J. A. FAY & EGAN CY: [928, 762, 1305, 803]
newspaper-page: [22, 122, 1580, 2269]
electro-text: Ἰατροῦ ἐξευρέτου τῆς Πραποπουλείου ἐγκριθέντων ὑπὸ τοῦ ΒΑΣΙΛΙΚΟΥ ΙΑΤΡΟΣΥΝΕΔΡΙΟΥ καὶ ἀναμορφωθέντος ἐν τῇ διεθνεῖ ἐκθέσει τῶν Παρισίων.: [902, 1152, 1331, 1176]
collision-dateline: ΛΟΝΔΙΝΟΝ, 25 Φεβρουαρίου: [124, 786, 298, 799]
bank-share-row: [30, 268, 392, 280]
thanks-headline: ΕΥΧΑΡΙΣΤΗΡΙΟΝ: [139, 1271, 283, 1290]
exchange-title: ΧΡΗΜΑΤΙΣΤΗΡΙΟΝ: [95, 151, 327, 177]
fay-city: CINCINNATI ΑΜΕΡΙΚΗΣ: [945, 806, 1288, 833]
fay-sub: ΚΑΤΑΣΚΕΥΑΖΟΥΣΙ: [1061, 882, 1173, 895]
jeweler-note: Ἐν τῷ ἀνωτέρῳ καταστήματι ἀγοράζουν τιμαλφῆ καὶ πωλοῦν χρυσὰ καὶ λίθους εἰς τιμὰς συμφερούσας.: [633, 942, 883, 979]
practical-item-value: 1.50: [1549, 348, 1572, 360]
engagement-title: ΑΡΡΑΒΩΝΕΣ: [1350, 953, 1572, 982]
wanted-ad: ΖΗΤΕΙΤΑΙ παῖς 12—14 ἐτῶν, ἡ μετ' ἐμπορίας ἐργασίαν γραμματικῶν καλῶν εἰς εἰδικότητα, ἐπὶ μισθῷ. Πληροφορίαι εἰς τὸ γραφεῖον μας.: [633, 988, 883, 1025]
clinic-ad: [891, 152, 1342, 355]
bank-shares-list: [30, 206, 392, 280]
fx-row: [30, 543, 392, 555]
store-footer: Διὰ τοὺς θέλοντας ν' ἀγοράσουν πράγματα ΣΤΕΡΕΑ ΑΓΓΛΙΚΑ εἰς τιμὰς εὐθηνοτάτας.: [912, 699, 1321, 724]
elixir-text: Ἐγκριθὲν ὑπὸ τοῦ Π. Ἰατροσυνεδρίου καὶ τῆς Κυβερνήσεως. Θεραπεύει ταχέως τοὺς διαλείποντας καὶ ἑλώδεις πυρετοὺς, τὴν χλώρωσιν, τὰς στομαχικὰς διαταραχὰς καὶ ἐν γένει τὴν νευρικὴν καὶ γενικὴν ἀδυναμίαν. Ἔχει ὀρεκτικὰ καὶ τονωτικὰ ἀποτελέσματα.: [891, 1018, 1342, 1055]
bank-share-row: [30, 218, 392, 230]
clinic-role: ΙΑΤΡΟΥ: [1094, 244, 1140, 256]
electro-address-note: (Ὄπισθεν τοῦ Ναοῦ τῆς Ἁγίας Εἰρήνης): [1011, 1443, 1222, 1456]
collision-subheadline: ΚΑΙ ΚΑΤΑΠΟΝΤΙΣΜΟΣ ΑΤΜΟΠΛΟΙΩΝ: [97, 760, 325, 773]
electrotherapy-ad: [891, 1082, 1342, 1466]
scan-top-border: [0, 0, 1598, 115]
notice-text: Θέλετε ὑγείαν, θέλετε χαράν; Προσφέρατε εἰς τὸ φαρμακεῖον τὰς συνταγὰς σας καὶ θὰ εὐρήτε τὰ γνήσια φάρμακα.: [1350, 912, 1572, 949]
tailor-ad: [891, 1470, 1342, 1743]
coin-row-label: Λίρα Ἀγγλίας: [30, 484, 99, 496]
column-rule: [628, 148, 629, 2255]
savva-address: 97—99 ὁδὸς Ἀθηνᾶς 97—99: [995, 1640, 1238, 1659]
clinic-title: ΕΙΔΙΚΟΝ ΘΕΡΑΠΕΥΤΗΡΙΟΝ: [918, 164, 1315, 197]
library-item-label: Ἐμπορικὴ ἐπιστολογραφία: [1350, 210, 1486, 222]
library-title: ΕΜΠΟΡΙΚΗ ΒΙΒΛΙΟΘΗΚΗ: [1350, 164, 1572, 184]
electro-list: Ἡ Νευρασθένεια, ἡ Ὑστερία, ἡ Ἐπιληψία, αἱ Νευραλγίαι, αἱ Παραλύσεις, ὁ Ρευματισμός, ἡ Ἀρθρῖτις, ἡ Ποδάγρα, αἱ Δυσπεψίαι καὶ ἐν γένει πᾶσαι αἱ χρόνιαι νόσοι.: [1062, 1190, 1331, 1240]
library-item-value: 2.50: [1549, 223, 1572, 235]
bank-share-row-value: 175.—: [359, 218, 392, 230]
notice-title: ΕΝΔΙΑΦΕΡΟΥΣΑ ΕΙΔΟΠΟΙΗΣΙΣ: [1356, 896, 1566, 911]
company-share-row: [30, 388, 392, 400]
practical-item-label: Ἐγχειρίδιον γεωργικῆς: [1350, 324, 1468, 336]
practical-library-list: [1350, 324, 1572, 385]
company-share-row-value: 900.—: [359, 425, 392, 437]
clinic-doctor: ΚΩΝΣΤ. ΦΟΡΤΟΥΝΑ: [1002, 215, 1231, 241]
fire-wire: (Ἰδιαίτερον τηλεγράφημα «Σκρίπ»): [117, 894, 305, 907]
attention-text: Πωλεῖται τὸ ὕδωρ Λουτρακίου ἀπ' εὐθείας ἐκ τῶν πηγῶν εἰς φιάλας. Εἶνε τὸ μόνον κατάλληλον διὰ τὰς παθήσεις τοῦ στομάχου, τῶν νεφρῶν καὶ τοῦ ἥπατος.: [1350, 684, 1572, 733]
bank-share-row-value: 3.857.50: [347, 206, 392, 217]
library-item: [1350, 223, 1572, 235]
position-wanted-ad: Ζητεῖται θέσις. Πρόσωπον γνωρίζον τὴν Ἑλληνικὴν καὶ Γαλλικὴν, ἔχον θαυμάσιον γραφὴν, ζητεῖ θέσιν εἰς κατάστημα ἢ γραφεῖον. Διευθυνσις εἰς τὸ Τυπογραφεῖον.: [633, 1197, 883, 1246]
company-share-row: [30, 302, 392, 314]
company-share-row: [30, 426, 392, 438]
store-text: Πωλοῦνται πρὸς ἐκκαθάρισιν τὰ γνωστὰ εἴδη (χαρτιὰ διάφορα γραφῆς, τυπογραφεῖα, μουσικῆς, τυπογραφικὰ, σημειωματάρια, μελανοδοχεῖα, κονδυλοφόροι, μολύβια κλπ.), λάμπαι παντὸς εἴδους, ὡρολόγια, ξυλουργικὰ, κιβώτια καὶ ἄλλα διάφορα εἴδη.: [902, 549, 1331, 598]
bank-share-row-label: Τράπεζα Κρήτης: [30, 218, 113, 230]
